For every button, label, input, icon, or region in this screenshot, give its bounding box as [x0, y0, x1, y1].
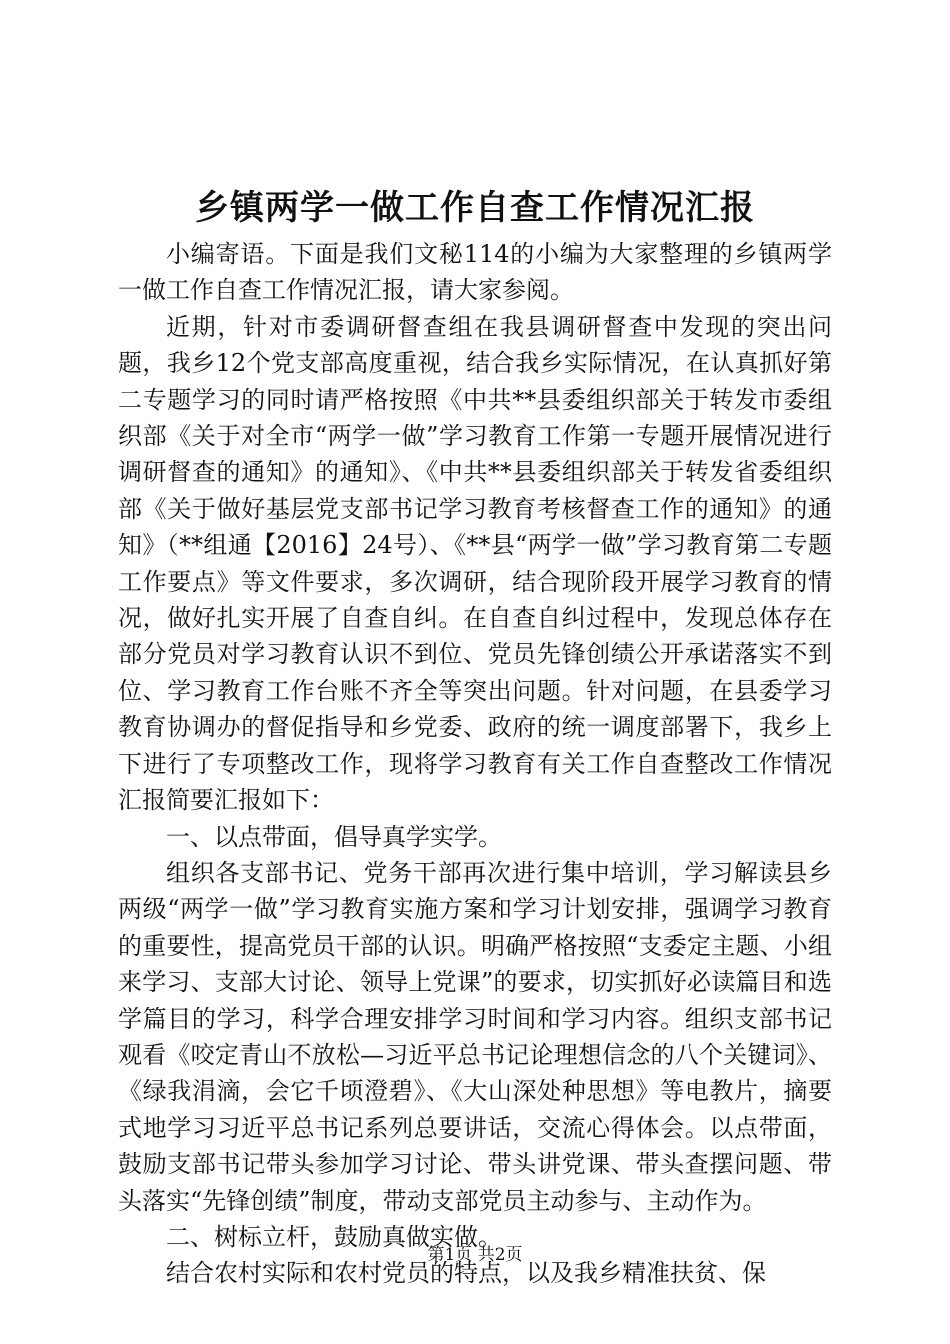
page-footer: 第1页 共2页: [427, 1245, 523, 1265]
paragraph-intro: 小编寄语。下面是我们文秘114的小编为大家整理的乡镇两学一做工作自查工作情况汇报，请大家参阅。: [118, 240, 832, 305]
document-body: [118, 236, 832, 1292]
paragraph-background: 近期，针对市委调研督查组在我县调研督查中发现的突出问题，我乡12个党支部高度重视，结合我乡实际情况，在认真抓好第二专题学习的同时请严格按照《中共**县委组织部关于转发市委组织部《关于对全市“两学一做”学习教育工作第一专题开展情况进行调研督查的通知》的通知》、《中共**县委组织部关于转发省委组织部《关于做好基层党支部书记学习教育考核督查工作的通知》的通知》（**组通【2016】24号）、《**县“两学一做”学习教育第二专题工作要点》等文件要求，多次调研，结合现阶段开展学习教育的情况，做好扎实开展了自查自纠。在自查自纠过程中，发现总体存在部分党员对学习教育认识不到位、党员先锋创绩公开承诺落实不到位、学习教育工作台账不齐全等突出问题。针对问题，在县委学习教育协调办的督促指导和乡党委、政府的统一调度部署下，我乡上下进行了专项整改工作，现将学习教育有关工作自查整改工作情况汇报简要汇报如下：: [118, 312, 832, 815]
paragraph-section-1: 组织各支部书记、党务干部再次进行集中培训，学习解读县乡两级“两学一做”学习教育实施方案和学习计划安排，强调学习教育的重要性，提高党员干部的认识。明确严格按照“支委定主题、小组来学习、支部大讨论、领导上党课”的要求，切实抓好必读篇目和选学篇目的学习，科学合理安排学习时间和学习内容。组织支部书记观看《咬定青山不放松—习近平总书记论理想信念的八个关键词》、《绿我涓滴，会它千顷澄碧》、《大山深处种思想》等电教片，摘要式地学习习近平总书记系列总要讲话，交流心得体会。以点带面，鼓励支部书记带头参加学习讨论、带头讲党课、带头查摆问题、带头落实“先锋创绩”制度，带动支部党员主动参与、主动作为。: [118, 858, 832, 1215]
document-title: 乡镇两学一做工作自查工作情况汇报: [195, 188, 755, 228]
paragraph-section-2: 结合农村实际和农村党员的特点，以及我乡精准扶贫、保: [166, 1259, 766, 1288]
section-heading-2: 二、树标立杆，鼓励真做实做。: [166, 1222, 502, 1251]
section-heading-1: 一、以点带面，倡导真学实学。: [166, 822, 502, 851]
